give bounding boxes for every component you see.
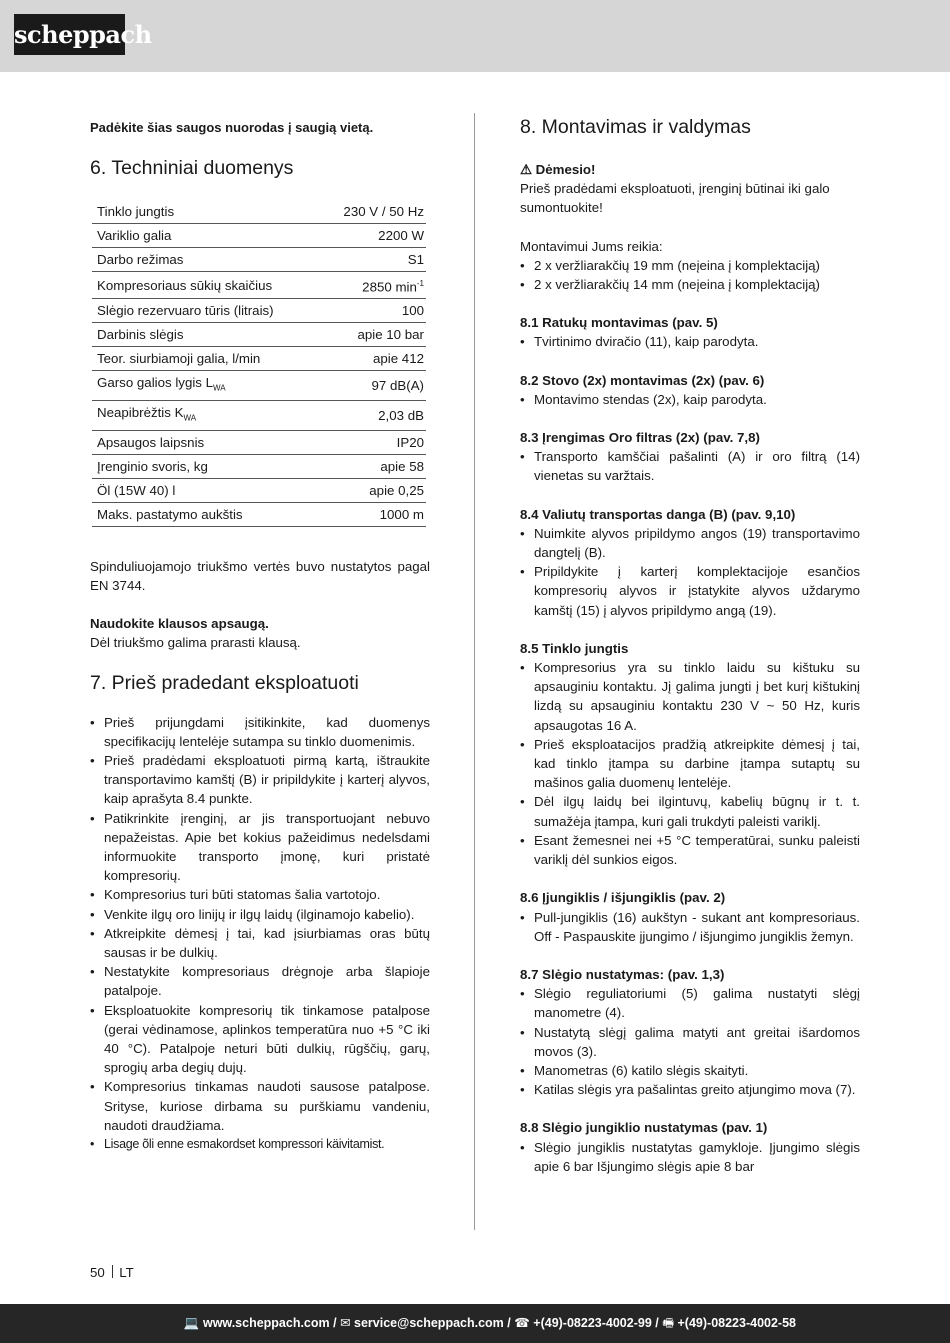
spec-label [92, 347, 322, 371]
spec-label [92, 272, 322, 299]
list-item: • Nestatykite kompresoriaus drėgnoje arba šlapioje patalpoje. [90, 962, 430, 1000]
spec-label-text: Teor. siurbiamoji galia, l/min [97, 351, 261, 367]
warning-heading [520, 160, 860, 179]
list-item: • Slėgio reguliatoriumi (5) galima nustatyti slėgį manometre (4). [520, 984, 860, 1022]
spec-value [322, 248, 426, 272]
spec-label-text: Garso galios lygis L [97, 375, 214, 391]
spec-row [92, 200, 426, 224]
spec-label-text: Öl (15W 40) l [97, 482, 176, 498]
page-header [0, 0, 950, 72]
list-item: • Eksploatuokite kompresorių tik tinkamose patalpose (gerai vėdinamose, aplinkos temperatūra nuo +5 °C iki 40 °C). Patalpoje neturi būti dulkių, rūgščių, garų, sprogių arba degių dujų. [90, 1001, 430, 1078]
list-item: • Pripildykite į karterį komplektacijoje esančios kompresorių alyvos ir įstatykite alyvos uždarymo kamštį (15) į alyvos pripildymo angą (19). [520, 562, 860, 620]
section-8-3-title: 8.3 Įrengimas Oro filtras (2x) (pav. 7,8) [520, 430, 760, 446]
section-6-title: 6. Techniniai duomenys [90, 157, 294, 179]
spec-value [322, 323, 426, 347]
spec-value-text: 2,03 dB [378, 407, 424, 423]
page-language: LT [119, 1265, 134, 1280]
spec-row [92, 347, 426, 371]
spec-value-text: apie 10 bar [357, 327, 424, 343]
spec-label-text: Darbo režimas [97, 252, 184, 267]
section-8-5-title: 8.5 Tinklo jungtis [520, 640, 629, 656]
spec-label [92, 323, 322, 347]
list-item: • Kompresorius tinkamas naudoti sausose patalpose. Srityse, kuriose dirbama su purškiamu vandeniu, naudoti draudžiama. [90, 1077, 430, 1135]
hearing-text: Dėl triukšmo galima prarasti klausą. [90, 635, 301, 651]
list-item: • 2 x veržliarakčių 19 mm (neįeina į komplektaciją) [520, 256, 860, 275]
warning-text: Prieš pradėdami eksploatuoti, įrenginį būtinai iki galo sumontuokite! [520, 181, 830, 216]
list-item: • Prieš eksploatacijos pradžią atkreipkite dėmesį į tai, kad tinklo įtampa su darbine įtampa sutaptų su mašinos galia duomenų lentelėje. [520, 735, 860, 793]
spec-value-text: IP20 [396, 434, 424, 450]
page-number-divider [112, 1265, 113, 1278]
spec-value-text: 230 V / 50 Hz [343, 204, 424, 219]
page-number-value: 50 [90, 1265, 105, 1280]
spec-value-text: S1 [407, 252, 424, 267]
spec-row [92, 478, 426, 502]
list-item: • Patikrinkite įrenginį, ar jis transportuojant nebuvo nepažeistas. Apie bet kokius pažeidimus nedelsdami informuokite transporto įmonę, kuri pristatė kompresorių. [90, 809, 430, 886]
section-8-1-list [520, 332, 860, 351]
spec-label [92, 248, 322, 272]
spec-label-text: Tinklo jungtis [97, 204, 175, 219]
section-8-8-title: 8.8 Slėgio jungiklio nustatymas (pav. 1) [520, 1120, 768, 1136]
spec-label-text: Slėgio rezervuaro tūris (litrais) [97, 303, 274, 319]
section-8-7-list [520, 984, 860, 1099]
list-item: • Pull-jungiklis (16) aukštyn - sukant ant kompresoriaus. Off - Paspauskite įjungimo / išjungimo jungiklis žemyn. [520, 908, 860, 946]
needs-title: Montavimui Jums reikia: [520, 238, 663, 254]
spec-label [92, 200, 322, 224]
column-divider [474, 113, 475, 1230]
list-item: • Prieš prijungdami įsitikinkite, kad duomenys specifikacijų lentelėje sutampa su tinklo duomenimis. [90, 713, 430, 751]
spec-label [92, 224, 322, 248]
spec-label-text: Įrenginio svoris, kg [97, 458, 208, 474]
spec-row [92, 299, 426, 323]
list-item: • Montavimo stendas (2x), kaip parodyta. [520, 390, 860, 409]
spec-value [322, 299, 426, 323]
spec-label [92, 502, 322, 526]
spec-value [322, 200, 426, 224]
section-7-list [90, 713, 430, 1155]
web-icon: 💻 [183, 1316, 200, 1330]
brand-logo: scheppach [14, 14, 125, 55]
spec-value-text: 100 [401, 303, 424, 319]
noise-note: Spinduliuojamojo triukšmo vertės buvo nustatytos pagal EN 3744. [90, 558, 430, 593]
spec-label-subscript: WA [183, 413, 197, 423]
section-8-4-list [520, 524, 860, 620]
list-item: • Venkite ilgų oro linijų ir ilgų laidų (ilginamojo kabelio). [90, 905, 430, 924]
email-link[interactable]: service@scheppach.com [354, 1316, 504, 1330]
spec-table [92, 200, 426, 527]
spec-value-text: apie 0,25 [369, 482, 424, 498]
section-8-6-title: 8.6 Įjungiklis / išjungiklis (pav. 2) [520, 890, 726, 906]
list-item: • 2 x veržliarakčių 14 mm (neįeina į komplektaciją) [520, 275, 860, 294]
section-8-2-title: 8.2 Stovo (2x) montavimas (2x) (pav. 6) [520, 372, 765, 388]
spec-label-text: Maks. pastatymo aukštis [97, 506, 243, 522]
spec-label-text: Kompresoriaus sūkių skaičius [97, 277, 273, 293]
list-item: • Lisage õli enne esmakordset kompressori käivitamist. [90, 1135, 430, 1154]
warning-title: Dėmesio! [535, 162, 596, 177]
spec-value [322, 478, 426, 502]
spec-value-text: 97 dB(A) [371, 378, 424, 394]
spec-row [92, 454, 426, 478]
section-7-title: 7. Prieš pradedant eksploatuoti [90, 671, 359, 694]
section-8-5-list [520, 658, 860, 869]
section-8-title: 8. Montavimas ir valdymas [520, 116, 751, 138]
list-item: • Katilas slėgis yra pašalintas greito atjungimo mova (7). [520, 1080, 860, 1099]
spec-label [92, 371, 322, 401]
spec-label-text: Neapibrėžtis K [97, 405, 184, 421]
spec-label-text: Apsaugos laipsnis [97, 434, 205, 450]
spec-value [322, 454, 426, 478]
spec-row [92, 272, 426, 299]
spec-row [92, 224, 426, 248]
spec-row [92, 323, 426, 347]
phone-icon: ☎ [514, 1316, 530, 1330]
spec-label [92, 478, 322, 502]
list-item: • Kompresorius yra su tinklo laidu su kištuku su apsauginiu kontaktu. Jį galima jungti į bet kurį kištukinį lizdą su apsauginiu kontaktu 230 V ~ 50 Hz, kuris apsaugotas 16 A. [520, 658, 860, 735]
spec-value [322, 371, 426, 401]
spec-value [322, 430, 426, 454]
spec-value-text: apie 58 [380, 458, 424, 474]
spec-row [92, 502, 426, 526]
list-item: • Transporto kamščiai pašalinti (A) ir oro filtrą (14) vienetas su varžtais. [520, 447, 860, 485]
spec-label [92, 454, 322, 478]
section-8-7-title: 8.7 Slėgio nustatymas: (pav. 1,3) [520, 966, 725, 982]
spec-value-text: apie 412 [372, 351, 424, 367]
list-item: • Tvirtinimo dviračio (11), kaip parodyta. [520, 332, 860, 351]
spec-value [322, 401, 426, 431]
mail-icon: ✉ [340, 1316, 351, 1330]
spec-value [322, 347, 426, 371]
spec-label-subscript: WA [213, 384, 226, 394]
spec-value-superscript: -1 [416, 279, 424, 288]
spec-label [92, 430, 322, 454]
list-item: • Nuimkite alyvos pripildymo angos (19) transportavimo dangtelį (B). [520, 524, 860, 562]
section-8-2-list [520, 390, 860, 409]
section-8-8-list [520, 1138, 860, 1176]
list-item: • Esant žemesnei nei +5 °C temperatūrai, sunku paleisti variklį dėl sunkios eigos. [520, 831, 860, 869]
right-column [520, 114, 860, 1176]
list-item: • Nustatytą slėgį galima matyti ant greitai išardomos movos (3). [520, 1023, 860, 1061]
list-item: • Dėl ilgų laidų bei ilgintuvų, kabelių būgnų ir t. t. sumažėja įtampa, kuri gali trukdyti paleisti variklį. [520, 792, 860, 830]
fax-icon: 🖷 [662, 1316, 675, 1330]
website-link[interactable]: www.scheppach.com [202, 1316, 330, 1330]
needs-list [520, 256, 860, 294]
spec-label-text: Variklio galia [97, 228, 172, 243]
spec-value-text: 2200 W [378, 228, 424, 243]
section-8-4-title: 8.4 Valiutų transportas danga (B) (pav. 9,10) [520, 506, 796, 522]
safety-keep-note: Padėkite šias saugos nuorodas į saugią vietą. [90, 120, 374, 135]
spec-label-text: Darbinis slėgis [97, 327, 184, 343]
spec-value-text: 1000 m [379, 506, 424, 522]
fax-number: +(49)-08223-4002-58 [677, 1316, 796, 1330]
spec-label [92, 299, 322, 323]
page-footer: 💻 www.scheppach.com / ✉ service@scheppach.com / ☎ +(49)-08223-4002-99 / 🖷 +(49)-08223-4002-58 [0, 1304, 950, 1343]
list-item: • Atkreipkite dėmesį į tai, kad įsiurbiamas oras būtų sausas ir be dulkių. [90, 924, 430, 962]
spec-value [322, 224, 426, 248]
spec-row [92, 430, 426, 454]
spec-value [322, 502, 426, 526]
list-item: • Manometras (6) katilo slėgis skaityti. [520, 1061, 860, 1080]
spec-value-text: 2850 min [362, 279, 417, 295]
phone-number: +(49)-08223-4002-99 [533, 1316, 652, 1330]
spec-label [92, 401, 322, 431]
spec-row [92, 248, 426, 272]
section-8-6-list [520, 908, 860, 946]
section-8-3-list [520, 447, 860, 485]
list-item: • Prieš pradėdami eksploatuoti pirmą kartą, ištraukite transportavimo kamštį (B) ir pripildykite į karterį alyvos, kaip aprašyta 8.4 punkte. [90, 751, 430, 809]
warning-icon: ⚠ [520, 162, 532, 177]
list-item: • Kompresorius turi būti statomas šalia vartotojo. [90, 885, 430, 904]
spec-value [322, 272, 426, 299]
spec-row [92, 401, 426, 431]
page-number [90, 1265, 134, 1280]
left-column [90, 118, 430, 1154]
spec-row [92, 371, 426, 401]
hearing-title: Naudokite klausos apsaugą. [90, 616, 269, 632]
section-8-1-title: 8.1 Ratukų montavimas (pav. 5) [520, 315, 718, 331]
list-item: • Slėgio jungiklis nustatytas gamykloje. Įjungimo slėgis apie 6 bar Išjungimo slėgis apie 8 bar [520, 1138, 860, 1176]
